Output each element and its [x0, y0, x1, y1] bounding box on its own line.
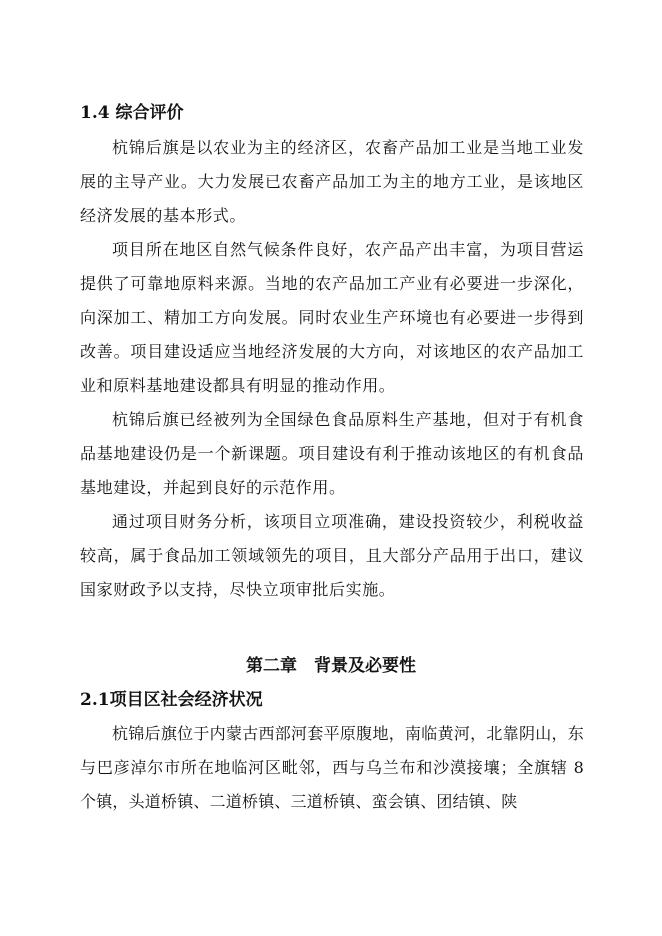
- paragraph-4: 通过项目财务分析，该项目立项准确，建设投资较少，利税收益较高，属于食品加工领域领先的项目，且大部分产品用于出口，建议国家财政予以支持，尽快立项审批后实施。: [80, 512, 584, 599]
- chapter-title: 第二章 背景及必要性: [246, 656, 416, 676]
- paragraph-1: 杭锦后旗是以农业为主的经济区，农畜产品加工业是当地工业发展的主导产业。大力发展已农畜产品加工为主的地方工业，是该地区经济发展的基本形式。: [80, 138, 584, 225]
- section-heading-1-4: 1.4 综合评价: [80, 103, 184, 123]
- section-heading-2-1: 2.1项目区社会经济状况: [80, 690, 263, 710]
- paragraph-5: 杭锦后旗位于内蒙古西部河套平原腹地，南临黄河，北靠阴山，东与巴彦淖尔市所在地临河区毗邻，西与乌兰布和沙漠接壤；全旗辖 8 个镇，头道桥镇、二道桥镇、三道桥镇、蛮会镇、团结镇、陕: [80, 724, 584, 811]
- paragraph-3: 杭锦后旗已经被列为全国绿色食品原料生产基地，但对于有机食品基地建设仍是一个新课题。项目建设有利于推动该地区的有机食品基地建设，并起到良好的示范作用。: [80, 410, 584, 497]
- paragraph-2: 项目所在地区自然气候条件良好，农产品产出丰富，为项目营运提供了可靠地原料来源。当地的农产品加工产业有必要进一步深化，向深加工、精加工方向发展。同时农业生产环境也有必要进一步得到改善。项目建设适应当地经济发展的大方向，对该地区的农产品加工业和原料基地建设都具有明显的推动作用。: [80, 240, 584, 395]
